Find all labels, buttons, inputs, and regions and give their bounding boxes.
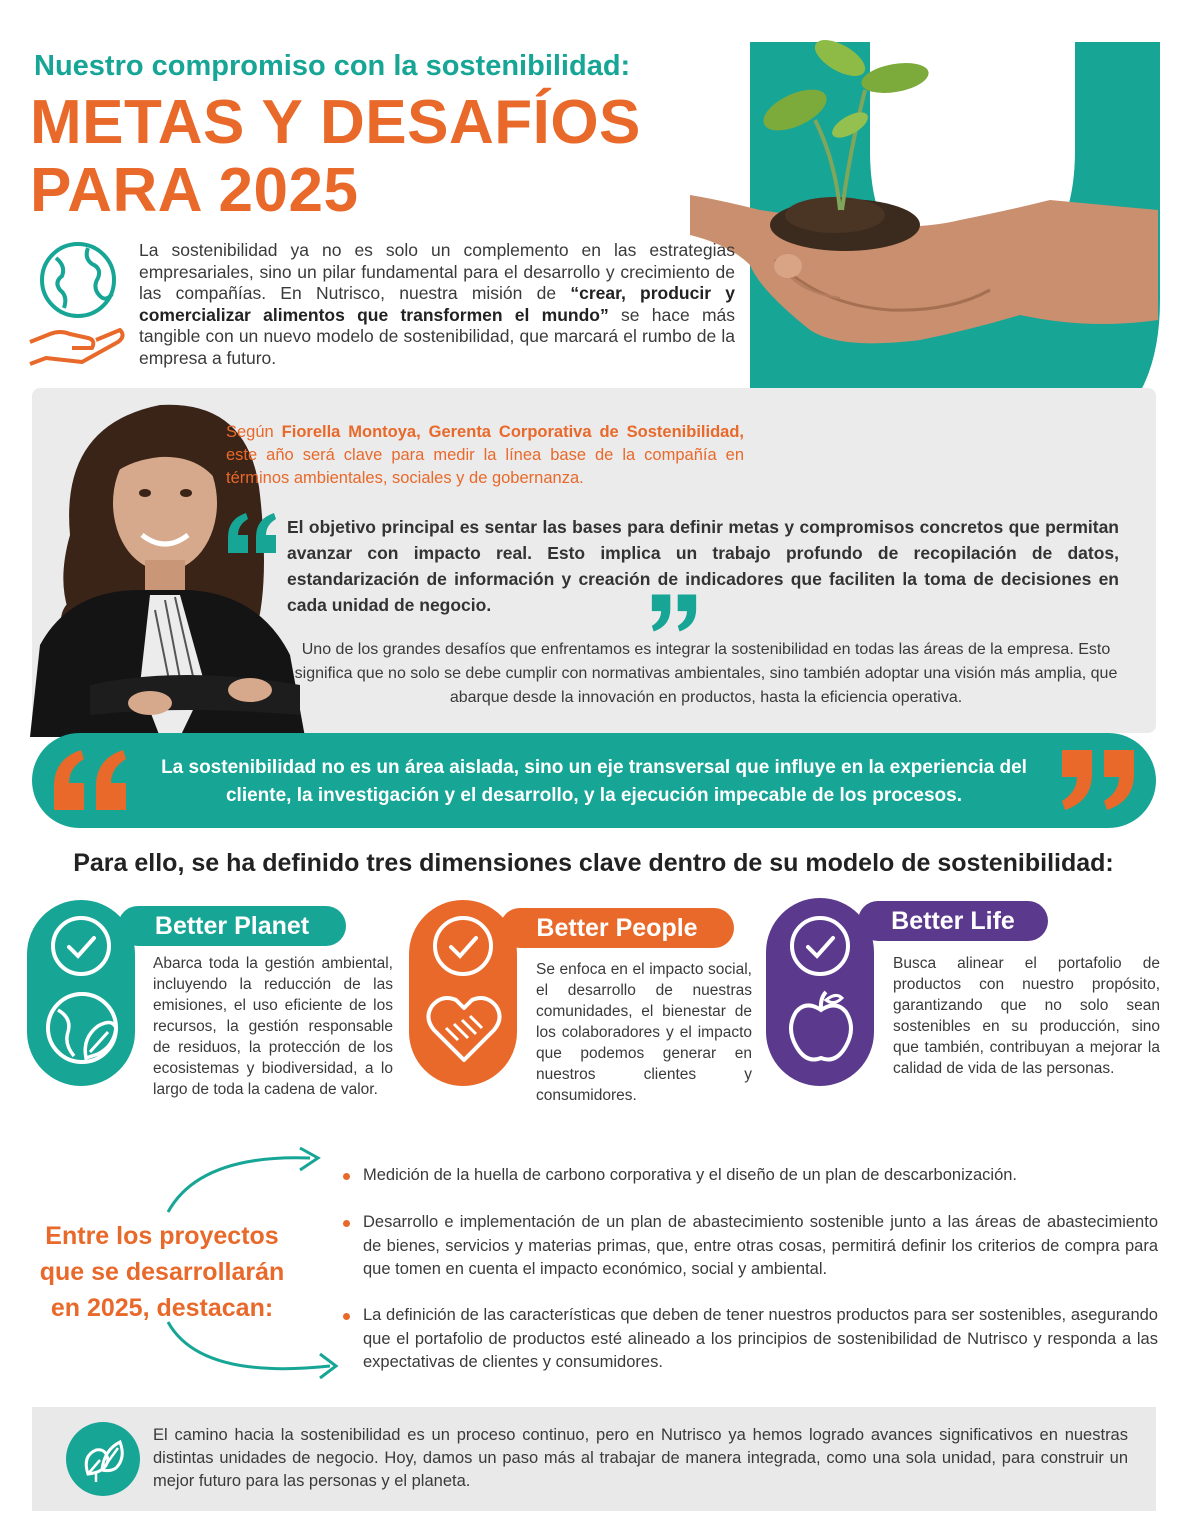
globe-hand-icon — [26, 238, 130, 372]
better-people-text: Se enfoca en el impacto social, el desarrollo de nuestras comunidades, el bienestar de los colaboradores y el impacto que podemos generar en nuestros clientes y consumidores. — [536, 961, 752, 1104]
hand-seedling-photo — [690, 30, 1160, 360]
project-item — [343, 1211, 1158, 1282]
source-name: Fiorella Montoya, Gerenta Corporativa de Sostenibilidad, — [281, 423, 744, 441]
source-post: este año será clave para medir la línea base de la compañía en términos ambientales, sociales y de gobernanza. — [226, 446, 744, 487]
dimensions-heading: Para ello, se ha definido tres dimensiones clave dentro de su modelo de sostenibilidad: — [73, 849, 1114, 877]
header-kicker: Nuestro compromiso con la sostenibilidad: — [34, 50, 631, 82]
project-item-text: La definición de las características que deben de tener nuestros productos para ser sostenibles, asegurando que el portafolio de productos esté alineado a los principios de sostenibilidad de Nutrisco y responda a las expectativas de clientes y consumidores. — [363, 1306, 1158, 1371]
better-life-title: Better Life — [858, 901, 1048, 941]
intro-text-b: se hace más tangible con un nuevo modelo de sostenibilidad, que marcará el rumbo de la empresa a futuro. — [139, 304, 736, 368]
page-title-line2: PARA 2025 — [30, 156, 359, 225]
main-quote: El objetivo principal es sentar las bases para definir metas y compromisos concretos que permitan avanzar con impacto real. Esto implica un trabajo profundo de recopilación de datos, estandarización de información y creación de indicadores que faciliten la toma de decisiones en cada unidad de negocio. — [287, 517, 1119, 615]
handshake-heart-icon — [424, 990, 504, 1066]
project-item — [343, 1304, 1158, 1375]
intro-text-a: La sostenibilidad ya no es solo un complemento en las estrategias empresariales, sino un pilar fundamental para el desarrollo y crecimiento de las compañías. En Nutrisco, nuestra misión de — [139, 240, 735, 303]
project-item — [343, 1164, 1158, 1188]
challenge-paragraph: Uno de los grandes desafíos que enfrentamos es integrar la sostenibilidad en todas las áreas de la empresa. Esto significa que no solo se debe cumplir con normativas ambientales, sino también adoptar una visión más amplia, que abarque desde la innovación en productos, hasta la eficiencia operativa. — [294, 641, 1118, 706]
closing-text: El camino hacia la sostenibilidad es un proceso continuo, pero en Nutrisco ya hemos logrado avances significativos en nuestras distintas unidades de negocio. Hoy, damos un paso más al trabajar de manera integrada, como una sola unidad, para construir un mejor futuro para las personas y el planeta. — [153, 1426, 1128, 1490]
project-item-text: Medición de la huella de carbono corporativa y el diseño de un plan de descarbonización. — [363, 1166, 1018, 1184]
project-item-text: Desarrollo e implementación de un plan de abastecimiento sostenible junto a las áreas de abastecimiento de bienes, servicios y materias primas, que, entre otras cosas, permitirá definir los criterios de compra para que tomen en cuenta el impacto económico, social y ambiental. — [363, 1213, 1158, 1278]
source-attribution — [226, 421, 744, 490]
better-people-title: Better People — [500, 908, 734, 948]
check-circle-icon — [51, 916, 111, 976]
better-planet-title: Better Planet — [118, 906, 346, 946]
pill-close-quote-icon — [1058, 750, 1138, 810]
source-pre: Según — [226, 423, 282, 441]
better-life-text: Busca alinear el portafolio de productos con nuestro propósito, garantizando que no solo sean sostenibles en su producción, sino que también, contribuyan a mejorar la calidad de vida de las personas. — [893, 955, 1160, 1077]
close-quote-icon — [650, 594, 698, 632]
better-planet-text: Abarca toda la gestión ambiental, incluyendo la reducción de las emisiones, el uso eficiente de los recursos, la gestión responsable de residuos, la protección de los ecosistemas y biodiversidad, a lo largo de toda la cadena de valor. — [153, 955, 393, 1098]
leaves-icon — [66, 1422, 140, 1496]
globe-leaf-icon — [42, 988, 122, 1068]
apple-icon — [786, 988, 856, 1066]
check-circle-icon — [790, 916, 850, 976]
page-title-line1: METAS Y DESAFÍOS — [30, 88, 641, 157]
check-circle-icon — [433, 916, 493, 976]
intro-mission-quote: “crear, producir y comercializar alimentos que transformen el mundo” — [139, 283, 735, 325]
pill-open-quote-icon — [50, 750, 130, 810]
highlight-quote-text: La sostenibilidad no es un área aislada, sino un eje transversal que influye en la experiencia del cliente, la investigación y el desarrollo, y la ejecución impecable de los procesos. — [161, 757, 1027, 806]
projects-title: Entre los proyectos que se desarrollarán en 2025, destacan: — [39, 1222, 285, 1322]
open-quote-icon — [226, 513, 278, 553]
intro-paragraph — [139, 240, 735, 369]
